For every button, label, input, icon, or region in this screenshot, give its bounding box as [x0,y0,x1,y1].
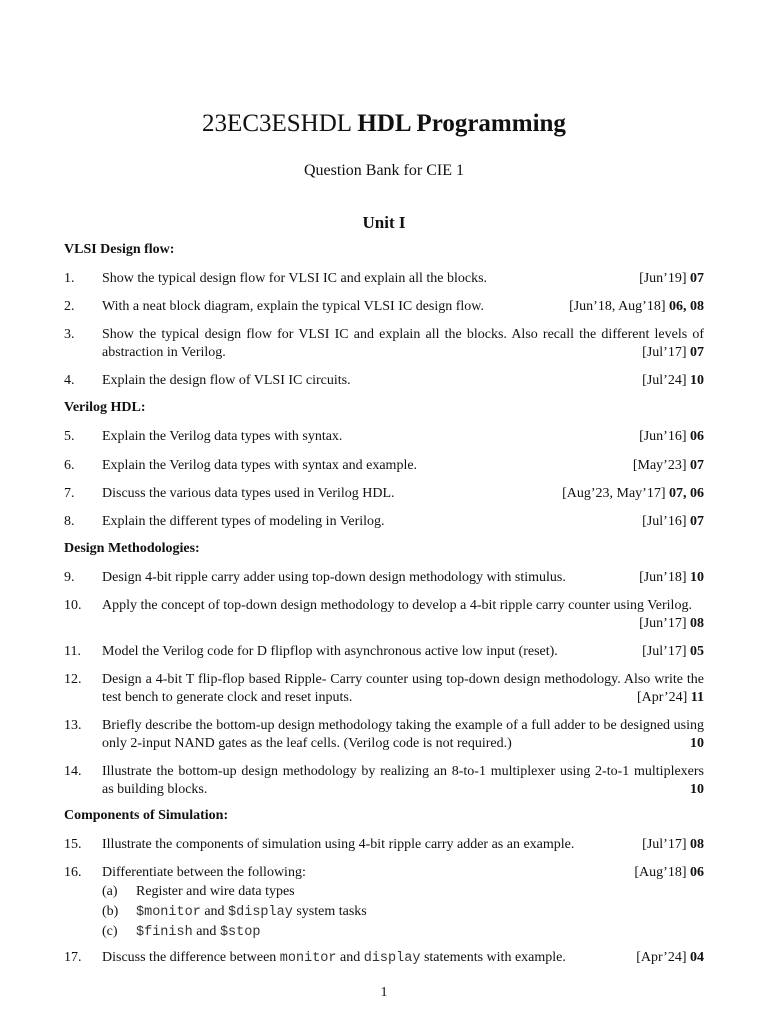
question-marks: 10 [690,736,704,751]
question-13 [64,717,704,753]
question-marks: 10 [690,782,704,797]
question-12 [64,671,704,707]
question-marks: 04 [690,950,704,965]
question-text: Explain the different types of modeling in Verilog. [102,514,385,529]
question-number: 10. [64,598,82,613]
question-marks: 06 [690,429,704,444]
question-marks: 07 [690,345,704,360]
question-ref: [Apr’24] [636,690,688,705]
question-number: 11. [64,644,81,659]
question-text: Explain the Verilog data types with syntax. [102,429,343,444]
question-number: 5. [64,429,75,444]
question-marks: 06 [690,865,704,880]
question-ref: [May’23] [632,458,687,473]
question-text: Discuss the difference between [102,950,277,965]
question-ref: [Jun’18] [639,570,687,585]
question-marks: 07 [690,271,704,286]
question-16 [64,864,704,943]
code-display: $display [228,905,293,920]
question-number: 1. [64,271,75,286]
question-text: Explain the Verilog data types with syntax and example. [102,458,418,473]
question-8 [64,513,704,531]
question-marks: 07, 06 [669,486,704,501]
code-monitor: monitor [279,951,337,966]
sub-item-label: (c) [102,924,118,939]
code-display: display [363,951,421,966]
question-marks: 11 [690,690,704,705]
question-text: Design 4-bit ripple carry adder using top-down design methodology with stimulus. [102,570,566,585]
unit-heading: Unit I [362,213,406,232]
code-monitor: $monitor [136,905,201,920]
question-text: Explain the design flow of VLSI IC circuits. [102,373,351,388]
question-marks: 10 [690,373,704,388]
sub-item-label: (b) [102,904,119,919]
sub-item-label: (a) [102,884,118,899]
section-verilog-hdl: Verilog HDL: [64,400,146,415]
sub-item-text: system tasks [296,904,367,919]
question-10 [64,597,704,633]
question-text: Discuss the various data types used in Verilog HDL. [102,486,395,501]
question-ref: [Jul’17] [642,644,687,659]
question-number: 12. [64,672,82,687]
question-marks: 08 [690,616,704,631]
question-number: 9. [64,570,75,585]
question-ref: [Jun’16] [639,429,687,444]
question-ref: [Jun’17] [639,616,687,631]
code-stop: $stop [219,925,261,940]
page-number: 1 [380,985,388,1000]
question-ref: [Jul’24] [642,373,687,388]
question-marks: 05 [690,644,704,659]
sub-item-a [102,883,704,903]
question-number: 3. [64,327,75,342]
document-title [0,110,768,138]
question-marks: 07 [690,514,704,529]
question-text: Show the typical design flow for VLSI IC and explain all the blocks. [102,271,488,286]
question-number: 2. [64,299,75,314]
sub-item-c [102,923,704,943]
question-ref: [Jul’16] [642,514,687,529]
question-7 [64,485,704,503]
question-11 [64,643,704,661]
section-components-of-simulation: Components of Simulation: [64,808,229,823]
question-number: 4. [64,373,75,388]
question-ref: [Aug’18] [634,865,687,880]
question-3 [64,326,704,362]
section-design-methodologies: Design Methodologies: [64,541,200,556]
question-ref: [Jun’19] [639,271,687,286]
question-14 [64,763,704,799]
question-ref: [Jul’17] [642,837,687,852]
question-number: 17. [64,950,82,965]
question-number: 13. [64,718,82,733]
question-4 [64,372,704,390]
question-text: Design a 4-bit T flip-flop based Ripple- Carry counter using top-down design methodology. Also write the test bench to generate clock and reset inputs. [102,672,704,705]
question-text: Show the typical design flow for VLSI IC and explain all the blocks. Also recall the different levels of abstraction in Verilog. [102,327,704,360]
question-marks: 07 [690,458,704,473]
conjunction: and [204,904,225,919]
question-1 [64,270,704,288]
question-5 [64,428,704,446]
sub-item-b [102,903,704,923]
question-number: 7. [64,486,75,501]
question-ref: [Aug’23, May’17] [562,486,666,501]
question-text: Briefly describe the bottom-up design methodology taking the example of a full adder to be designed using only 2-input NAND gates as the leaf cells. (Verilog code is not required.) [102,718,704,751]
question-number: 16. [64,865,82,880]
question-text: Model the Verilog code for D flipflop with asynchronous active low input (reset). [102,644,558,659]
question-marks: 06, 08 [669,299,704,314]
question-text: With a neat block diagram, explain the typical VLSI IC design flow. [102,299,485,314]
question-15 [64,836,704,854]
question-text: Apply the concept of top-down design methodology to develop a 4-bit ripple carry counter using Verilog. [102,598,692,613]
course-name: HDL Programming [357,110,566,137]
question-6 [64,457,704,475]
question-text: Illustrate the components of simulation using 4-bit ripple carry adder as an example. [102,837,575,852]
conjunction: and [340,950,361,965]
question-number: 14. [64,764,82,779]
question-ref: [Jul’17] [642,345,687,360]
question-text: Differentiate between the following: [102,865,306,880]
question-text: statements with example. [423,950,566,965]
question-number: 15. [64,837,82,852]
code-finish: $finish [136,925,193,940]
document-subtitle: Question Bank for CIE 1 [304,162,464,179]
section-vlsi-design-flow: VLSI Design flow: [64,242,175,257]
conjunction: and [196,924,217,939]
question-marks: 10 [690,570,704,585]
question-ref: [Jun’18, Aug’18] [569,299,666,314]
question-9 [64,569,704,587]
question-text: Illustrate the bottom-up design methodology by realizing an 8-to-1 multiplexer using 2-to-1 multiplexers as building blocks. [102,764,704,797]
course-code: 23EC3ESHDL [202,110,352,137]
question-2 [64,298,704,316]
sub-item-text: Register and wire data types [136,884,295,899]
question-number: 8. [64,514,75,529]
question-marks: 08 [690,837,704,852]
question-17 [64,949,704,968]
question-number: 6. [64,458,75,473]
question-ref: [Apr’24] [636,950,687,965]
